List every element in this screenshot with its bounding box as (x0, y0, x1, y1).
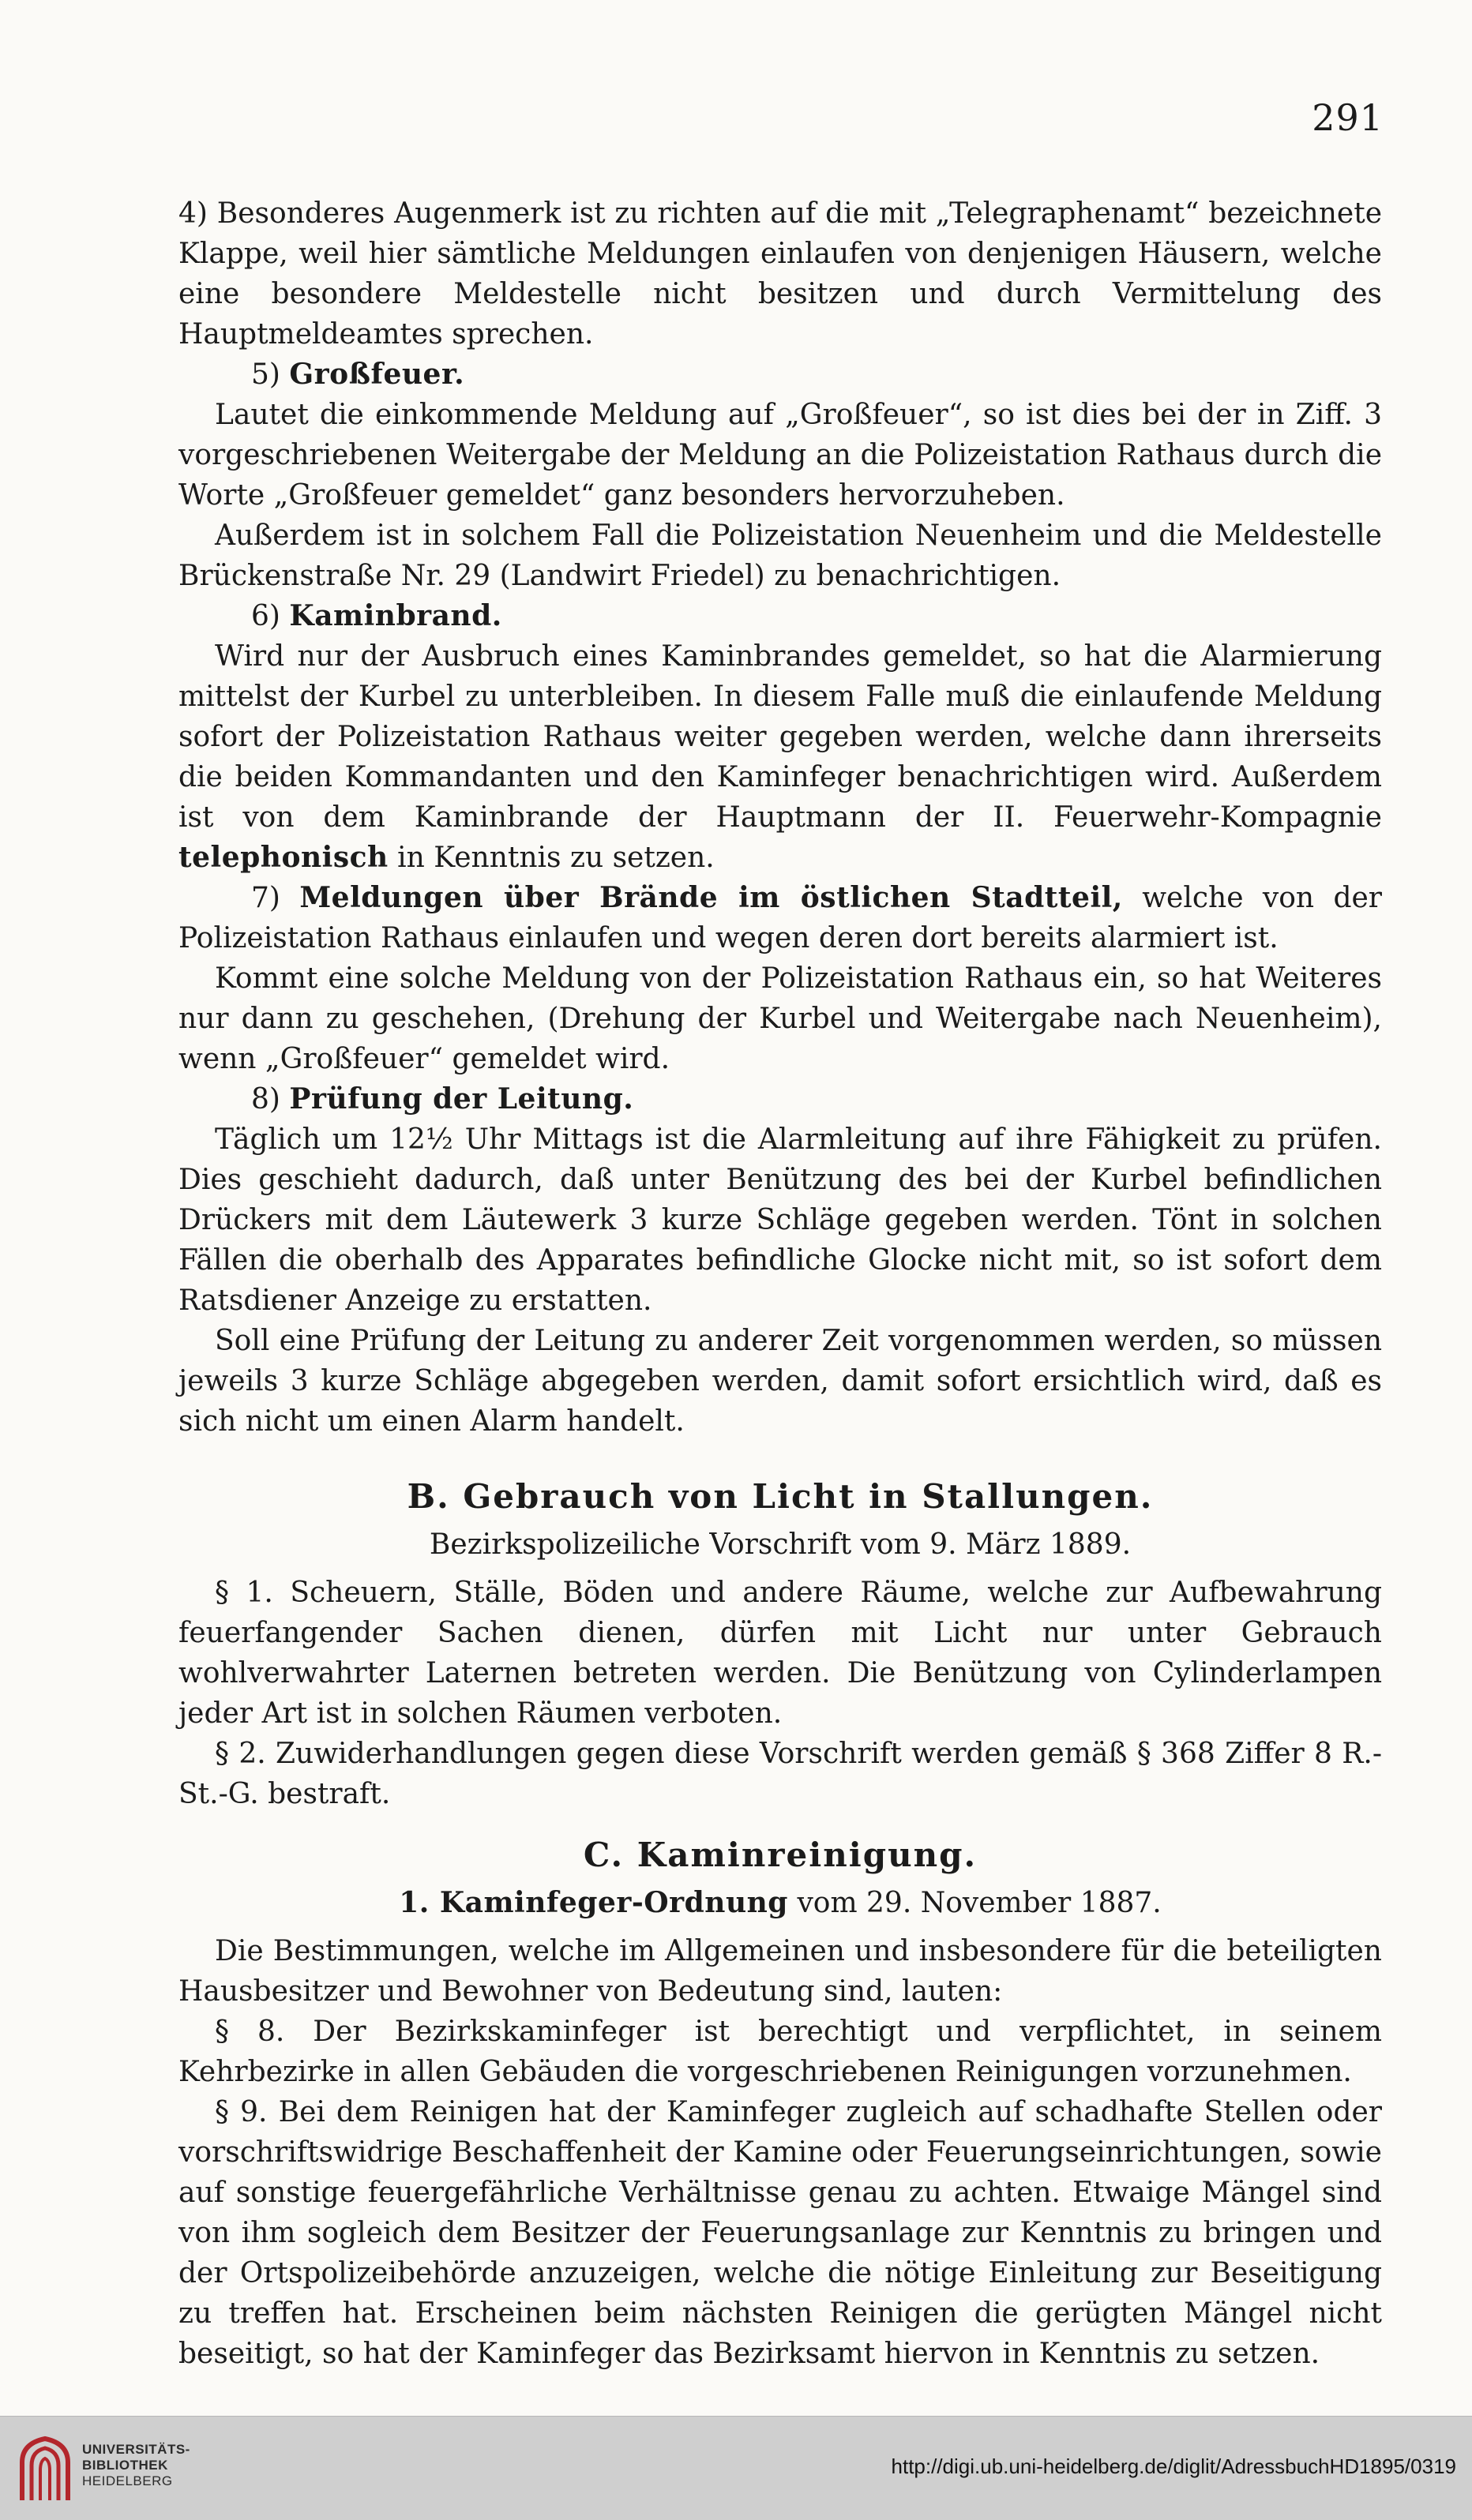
item-5-paragraph: Außerdem ist in solchem Fall die Polizeistation Neuenheim und die Meldestelle Brückenstraße Nr. 29 (Landwirt Friedel) zu benachrichtigen. (178, 519, 1382, 592)
section-c-paragraph: Die Bestimmungen, welche im Allgemeinen und insbesondere für die beteiligten Hausbesitzer und Bewohner von Bedeutung sind, lauten: (178, 1935, 1382, 2008)
spacer (178, 1517, 1382, 1524)
section-c-paragraph: § 9. Bei dem Reinigen hat der Kaminfeger zugleich auf schadhafte Stellen oder vorschriftswidrige Beschaffenheit der Kamine oder Feuerungseinrichtungen, sowie auf sonstige feuergefährliche Verhältnisse genau zu achten. Etwaige Mängel sind von ihm sogleich dem Besitzer der Feuerungsanlage zur Kenntnis zu bringen und der Ortspolizeibehörde anzuzeigen, welche die nötige Einleitung zur Beseitigung zu treffen hat. Erscheinen beim nächsten Reinigen die gerügten Mängel nicht beseitigt, so hat der Kaminfeger das Bezirksamt hiervon in Kenntnis zu setzen. (178, 2096, 1382, 2370)
item-6-emphasis: telephonisch (178, 841, 389, 874)
item-8-number: 8) (251, 1083, 280, 1116)
spacer (178, 1442, 1382, 1476)
library-name-line: HEIDELBERG (82, 2473, 173, 2488)
page-number: 291 (1312, 96, 1384, 139)
item-7-title: Meldungen über Brände im östlichen Stadtteil, (299, 881, 1123, 914)
spacer (178, 1875, 1382, 1883)
item-6-heading (178, 596, 1382, 636)
section-b-paragraph: § 1. Scheuern, Ställe, Böden und andere Räume, welche zur Aufbewahrung feuerfangender Sachen dienen, dürfen mit Licht nur unter Gebrauch wohlverwahrter Laternen betreten werden. Die Benützung von Cylinderlampen jeder Art ist in solchen Räumen verboten. (178, 1577, 1382, 1730)
item-6-text-after: in Kenntnis zu setzen. (397, 842, 715, 874)
item-4-paragraph: 4) Besonderes Augenmerk ist zu richten auf die mit „Telegraphenamt“ bezeichnete Klappe, weil hier sämtliche Meldungen einlaufen von denjenigen Häusern, welche eine besondere Meldestelle nicht besitzen und durch Vermittelung des Hauptmeldeamtes sprechen. (178, 197, 1382, 351)
item-8-title: Prüfung der Leitung. (289, 1082, 634, 1116)
item-5-heading (178, 354, 1382, 395)
university-library-logo-icon (16, 2432, 74, 2505)
viewer-footer (0, 2416, 1472, 2520)
page-body (178, 193, 1382, 2374)
item-5-title: Großfeuer. (289, 358, 465, 391)
item-8-paragraph: Soll eine Prüfung der Leitung zu anderer Zeit vorgenommen werden, so müssen jeweils 3 kurze Schläge abgegeben werden, damit sofort ersichtlich wird, daß es sich nicht um einen Alarm handelt. (178, 1325, 1382, 1438)
item-5-paragraph: Lautet die einkommende Meldung auf „Großfeuer“, so ist dies bei der in Ziff. 3 vorgeschriebenen Weitergabe der Meldung an die Polizeistation Rathaus durch die Worte „Großfeuer gemeldet“ ganz besonders hervorzuheben. (178, 399, 1382, 512)
section-c-subheading (178, 1883, 1382, 1923)
section-b-paragraph: § 2. Zuwiderhandlungen gegen diese Vorschrift werden gemäß § 368 Ziffer 8 R.-St.-G. bestraft. (178, 1738, 1382, 1810)
section-c-paragraph: § 8. Der Bezirkskaminfeger ist berechtigt und verpflichtet, in seinem Kehrbezirke in allen Gebäuden die vorgeschriebenen Reinigungen vorzunehmen. (178, 2016, 1382, 2088)
item-7-title-rest: welche von der Polizeistation Rathaus einlaufen und wegen deren dort bereits alarmiert ist. (178, 882, 1382, 954)
item-7-heading (178, 878, 1382, 958)
item-7-number: 7) (251, 882, 280, 914)
section-c-heading: C. Kaminreinigung. (583, 1836, 978, 1874)
source-url-link[interactable]: http://digi.ub.uni-heidelberg.de/diglit/AdressbuchHD1895/0319 (891, 2454, 1456, 2478)
spacer (178, 1565, 1382, 1573)
item-8-paragraph: Täglich um 12½ Uhr Mittags ist die Alarmleitung auf ihre Fähigkeit zu prüfen. Dies geschieht dadurch, daß unter Benützung des bei der Kurbel befindlichen Drückers mit dem Läutewerk 3 kurze Schläge gegeben werden. Tönt in solchen Fällen die oberhalb des Apparates befindliche Glocke nicht mit, so ist sofort dem Ratsdiener Anzeige zu erstatten. (178, 1123, 1382, 1317)
item-6-paragraph (178, 636, 1382, 878)
item-6-title: Kaminbrand. (289, 599, 502, 632)
item-6-number: 6) (251, 600, 280, 632)
section-c-sub-bold: 1. Kaminfeger-Ordnung (399, 1886, 788, 1919)
item-5-number: 5) (251, 358, 280, 391)
item-6-text-before: Wird nur der Ausbruch eines Kaminbrandes gemeldet, so hat die Alarmierung mittelst der Kurbel zu unterbleiben. In diesem Falle muß die einlaufende Meldung sofort der Polizeistation Rathaus weiter gegeben werden, welche dann ihrerseits die beiden Kommandanten und den Kaminfeger benachrichtigen wird. Außerdem ist von dem Kaminbrande der Hauptmann der II. Feuerwehr-Kompagnie (178, 640, 1382, 834)
item-7-paragraph: Kommt eine solche Meldung von der Polizeistation Rathaus ein, so hat Weiteres nur dann zu geschehen, (Drehung der Kurbel und Weitergabe nach Neuenheim), wenn „Großfeuer“ gemeldet wird. (178, 962, 1382, 1075)
library-name-line: UNIVERSITÄTS- (82, 2442, 190, 2457)
section-c-sub-rest: vom 29. November 1887. (797, 1887, 1162, 1919)
spacer (178, 1923, 1382, 1931)
section-b-heading: B. Gebrauch von Licht in Stallungen. (407, 1477, 1154, 1516)
spacer (178, 1814, 1382, 1835)
library-name[interactable] (82, 2442, 190, 2489)
item-8-heading (178, 1079, 1382, 1119)
section-b-subheading: Bezirkspolizeiliche Vorschrift vom 9. März 1889. (429, 1528, 1132, 1561)
library-name-line: BIBLIOTHEK (82, 2458, 168, 2473)
